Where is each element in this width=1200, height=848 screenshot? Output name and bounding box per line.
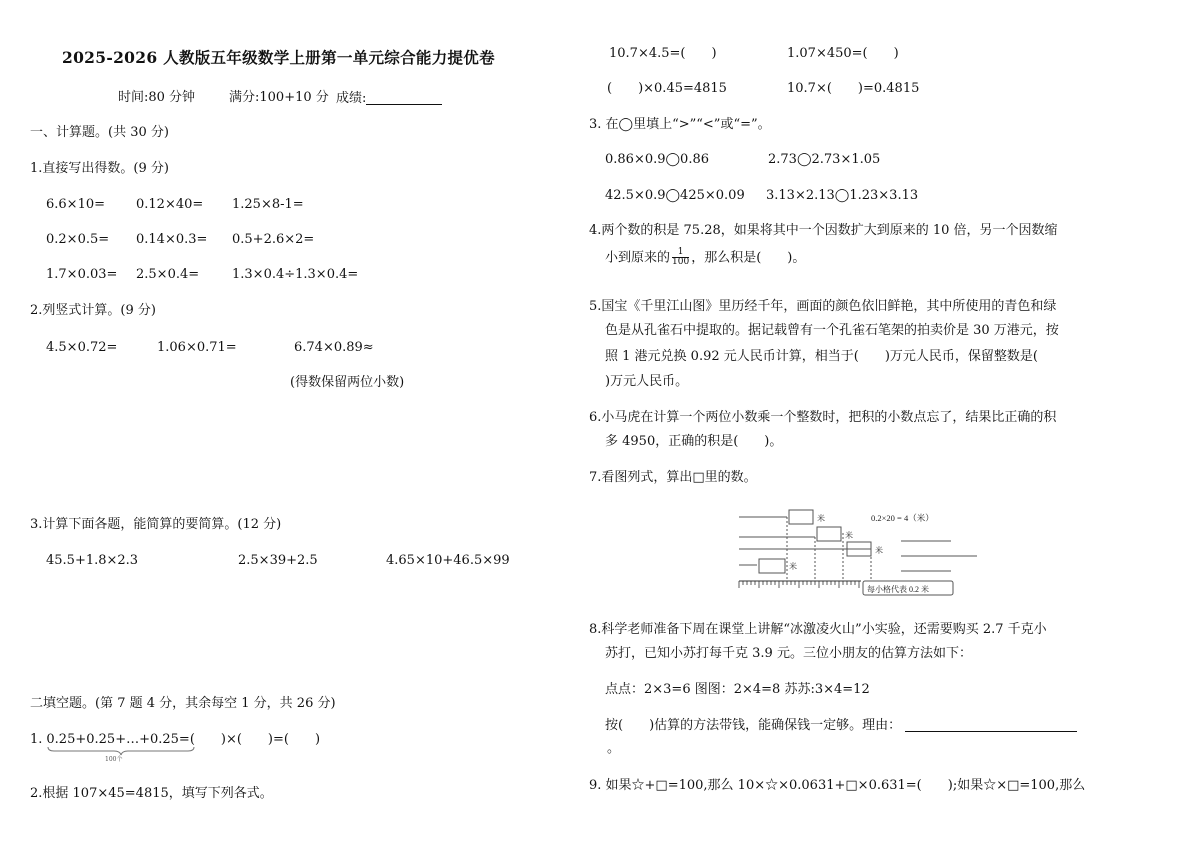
q9-text: 9. 如果☆+□=100,那么 10×☆×0.0631+□×0.631=( );如果☆×□=100,那么 (589, 778, 1086, 793)
figure-unit: 米 (845, 531, 853, 540)
q8-line1: 8.科学老师准备下周在课堂上讲解“冰激凌火山”小实验，还需要购买 2.7 千克小 (589, 622, 1047, 637)
q8-line5: 。 (607, 741, 621, 756)
s1-q1-label: 1.直接写出得数。(9 分) (30, 161, 169, 176)
answer-box[interactable] (789, 510, 813, 524)
q5-line3: 照 1 港元兑换 0.92 元人民币计算，相当于( )万元人民币，保留整数是( (605, 349, 1038, 364)
q8-line4: 按( )估算的方法带钱，能确保钱一定够。理由： (605, 718, 1077, 732)
q3-item: 42.5×0.9◯425×0.09 (605, 188, 745, 203)
s1-q2-item: 4.5×0.72= (46, 340, 118, 355)
q4-line2: 小到原来的 $\frac{1}{100}$ ，那么积是( )。 (605, 247, 806, 268)
reason-blank[interactable] (905, 718, 1077, 732)
figure-equation: 0.2×20 = 4（米） (871, 513, 934, 523)
s1-q2-item: 1.06×0.71= (157, 340, 237, 355)
s1-q1-item: 6.6×10= (46, 197, 106, 212)
exam-full-score: 满分:100+10 分 (229, 90, 329, 105)
s1-q1-item: 1.7×0.03= (46, 267, 118, 282)
s1-q1-item: 2.5×0.4= (136, 267, 200, 282)
q3-item: 0.86×0.9◯0.86 (605, 152, 710, 167)
exam-result-label: 成绩: (336, 91, 442, 105)
figure-unit: 米 (817, 514, 825, 523)
s1-q1-item: 1.3×0.4÷1.3×0.4= (232, 267, 359, 282)
q2-item: 10.7×( )=0.4815 (787, 81, 920, 96)
q4-line1: 4.两个数的积是 75.28，如果将其中一个因数扩大到原来的 10 倍，另一个因数缩 (589, 223, 1058, 238)
q2-item: ( )×0.45=4815 (607, 81, 727, 96)
q5-line4: )万元人民币。 (605, 374, 689, 389)
answer-box[interactable] (817, 527, 841, 541)
s1-q3-label: 3.计算下面各题，能简算的要简算。(12 分) (30, 517, 282, 532)
s1-q1-item: 0.12×40= (136, 197, 204, 212)
s1-q1-item: 0.2×0.5= (46, 232, 110, 247)
answer-box[interactable] (759, 559, 785, 573)
result-blank[interactable] (366, 91, 442, 105)
q6-line1: 6.小马虎在计算一个两位小数乘一个整数时，把积的小数点忘了，结果比正确的积 (589, 410, 1057, 425)
page-title: 2025-2026 人教版五年级数学上册第一单元综合能力提优卷 (62, 48, 495, 67)
q5-line2: 色是从孔雀石中提取的。据记载曾有一个孔雀石笔架的拍卖价是 30 万港元，按 (605, 323, 1059, 338)
q3-label: 3. 在◯里填上“>”“<”或“=”。 (589, 117, 771, 132)
s2-q2: 2.根据 107×45=4815，填写下列各式。 (30, 786, 273, 801)
measurement-figure (735, 505, 985, 597)
q2-item: 10.7×4.5=( ) (609, 46, 717, 61)
section2-heading: 二填空题。(第 7 题 4 分，其余每空 1 分，共 26 分) (30, 696, 336, 711)
figure-unit: 米 (875, 546, 883, 555)
figure-unit: 米 (789, 562, 797, 571)
q7-label: 7.看图列式，算出□里的数。 (589, 470, 757, 485)
brace-100-terms (46, 746, 196, 756)
s1-q2-label: 2.列竖式计算。(9 分) (30, 303, 156, 318)
q8-line2: 苏打，已知小苏打每千克 3.9 元。三位小朋友的估算方法如下： (605, 646, 972, 661)
s1-q3-item: 45.5+1.8×2.3 (46, 553, 139, 568)
s1-q1-item: 0.5+2.6×2= (232, 232, 315, 247)
s1-q1-item: 0.14×0.3= (136, 232, 208, 247)
q6-line2: 多 4950，正确的积是( )。 (605, 434, 783, 449)
s1-q2-item: 6.74×0.89≈ (294, 340, 374, 355)
s2-q1: 1. 0.25+0.25+…+0.25=( )×( )=( ) (30, 732, 321, 747)
figure-legend: 每小格代表 0.2 米 (867, 585, 929, 594)
s1-q3-item: 2.5×39+2.5 (238, 553, 318, 568)
s1-q3-item: 4.65×10+46.5×99 (386, 553, 510, 568)
q5-line1: 5.国宝《千里江山图》里历经千年，画面的颜色依旧鲜艳，其中所使用的青色和绿 (589, 299, 1057, 314)
repeated-sum-expression: 0.25+0.25+…+0.25 (46, 732, 179, 747)
fraction-one-hundredth: $\frac{1}{100}$ (672, 247, 690, 268)
q2-item: 1.07×450=( ) (787, 46, 899, 61)
s1-q2-note: (得数保留两位小数) (290, 375, 405, 390)
s1-q1-item: 1.25×8-1= (232, 197, 304, 212)
section1-heading: 一、计算题。(共 30 分) (30, 125, 169, 140)
q3-item: 3.13×2.13◯1.23×3.13 (766, 188, 919, 203)
brace-label: 100个 (105, 756, 123, 763)
q8-line3: 点点：2×3=6 图图：2×4=8 苏苏:3×4=12 (605, 682, 870, 697)
q3-item: 2.73◯2.73×1.05 (768, 152, 881, 167)
exam-time: 时间:80 分钟 (118, 90, 196, 105)
